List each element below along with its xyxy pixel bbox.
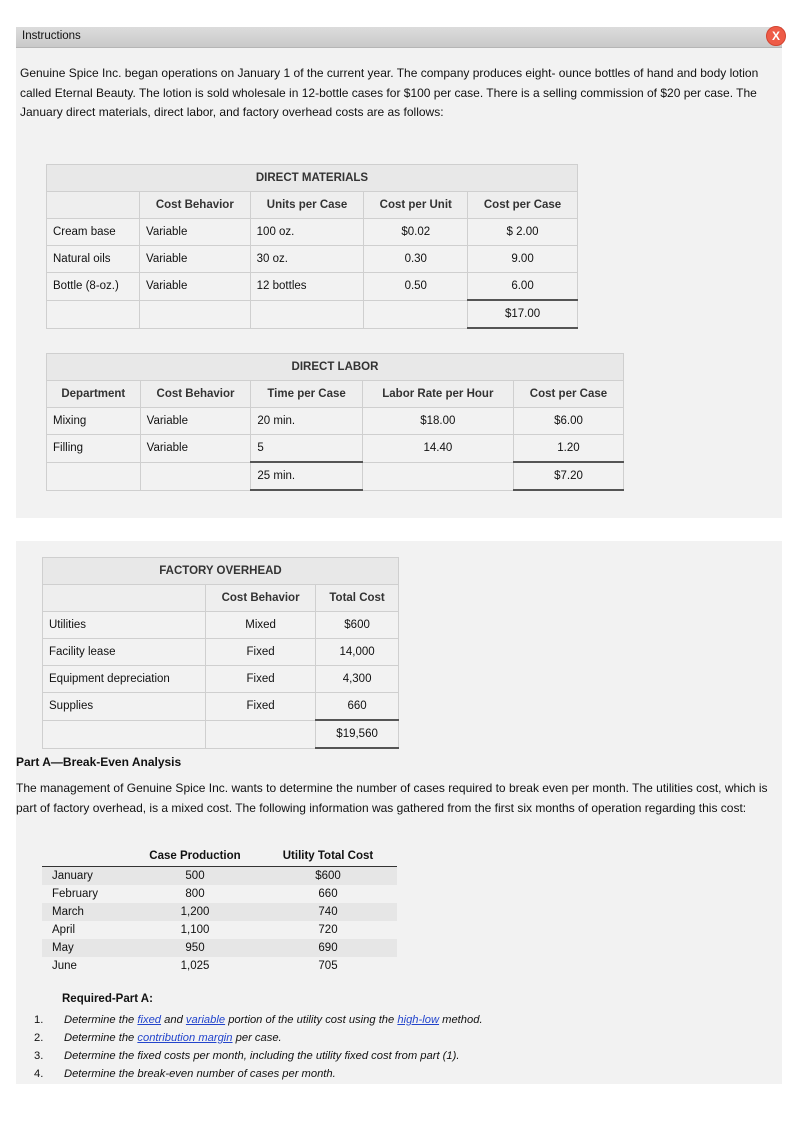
table-row — [42, 903, 397, 921]
column-header: Cost Behavior — [140, 381, 251, 408]
table-row — [43, 666, 399, 693]
table-row — [42, 939, 397, 957]
table-cell: 705 — [318, 960, 338, 972]
table-caption: DIRECT MATERIALS — [47, 165, 578, 192]
instructions-panel-top — [16, 48, 782, 518]
table-cell: 0.50 — [364, 273, 468, 301]
table-cell: 950 — [131, 939, 259, 957]
table-cell: 30 oz. — [250, 246, 364, 273]
part-a-paragraph: The management of Genuine Spice Inc. wants to determine the number of cases required to break even per month. The utilities cost, which is part of factory overhead, is a mixed cost. The following information was gathered from the first six months of operation regarding this cost: — [16, 781, 768, 815]
table-cell: $600 — [259, 867, 397, 886]
instructions-panel-bottom — [16, 541, 782, 1084]
table-cell: 14,000 — [316, 639, 399, 666]
table-cell: Mixed — [206, 612, 316, 639]
table-cell: 660 — [318, 888, 338, 900]
table-cell: Facility lease — [43, 639, 206, 666]
table-row-total — [47, 300, 578, 328]
list-item: 4. Determine the break-even number of cases per month. — [34, 1068, 336, 1080]
window-title: Instructions — [22, 30, 81, 42]
column-header: Department — [47, 381, 141, 408]
total-cell: $7.20 — [513, 462, 623, 490]
table-cell: 740 — [259, 903, 397, 921]
table-cell: Variable — [140, 219, 251, 246]
intro-paragraph: Genuine Spice Inc. began operations on January 1 of the current year. The company produces eight- ounce bottles of hand and body lotion called Eternal Beauty. The lotion is sold wholesale in 12-bottle cases for $100 per case. There is a selling commission of $20 per case. The January direct materials, direct labor, and factory overhead costs are as follows: — [20, 66, 759, 119]
table-cell: $6.00 — [513, 408, 623, 435]
table-caption: DIRECT LABOR — [47, 354, 624, 381]
table-cell: 690 — [259, 939, 397, 957]
table-cell: 500 — [131, 867, 259, 886]
table-cell: $18.00 — [362, 408, 513, 435]
column-header — [43, 585, 206, 612]
table-row-total — [43, 720, 399, 748]
table-cell: 660 — [316, 693, 399, 721]
table-cell: 4,300 — [316, 666, 399, 693]
table-cell: Fixed — [206, 639, 316, 666]
table-cell: June — [52, 960, 77, 972]
column-header: Labor Rate per Hour — [362, 381, 513, 408]
factory-overhead-table — [42, 557, 399, 749]
table-cell: Cream base — [47, 219, 140, 246]
table-row — [43, 612, 399, 639]
required-list — [32, 1011, 483, 1083]
link-high-low[interactable]: high-low — [397, 1014, 440, 1026]
table-cell: 9.00 — [468, 246, 578, 273]
direct-labor-table — [46, 353, 624, 491]
table-cell: Supplies — [43, 693, 206, 721]
table-row — [42, 867, 397, 886]
table-cell: 20 min. — [251, 408, 362, 435]
table-cell: Fixed — [206, 693, 316, 721]
table-row — [42, 885, 397, 903]
total-cell: $19,560 — [316, 720, 399, 748]
table-cell: February — [52, 888, 99, 900]
table-cell: 100 oz. — [250, 219, 364, 246]
list-item: 3. Determine the fixed costs per month, including the utility fixed cost from part (1). — [34, 1050, 460, 1062]
link-variable[interactable]: variable — [185, 1014, 226, 1026]
table-cell: March — [42, 903, 131, 921]
table-cell: 0.30 — [364, 246, 468, 273]
column-header: Cost per Case — [468, 192, 578, 219]
column-header: Time per Case — [251, 381, 362, 408]
table-cell: Equipment depreciation — [43, 666, 206, 693]
column-header: Cost Behavior — [206, 585, 316, 612]
table-cell: Mixing — [47, 408, 141, 435]
column-header — [42, 846, 131, 867]
table-cell: Bottle (8-oz.) — [47, 273, 140, 301]
column-header: Cost per Case — [513, 381, 623, 408]
table-row — [47, 219, 578, 246]
list-item: 2. Determine the contribution margin per case. — [34, 1032, 282, 1044]
column-header — [47, 192, 140, 219]
table-cell: 1,025 — [180, 960, 210, 972]
table-cell: 12 bottles — [250, 273, 364, 301]
table-cell: May — [42, 939, 131, 957]
table-row — [47, 408, 624, 435]
column-header: Case Production — [131, 846, 259, 867]
utility-cost-table — [42, 846, 397, 975]
table-cell: Natural oils — [47, 246, 140, 273]
table-cell: 1,200 — [131, 903, 259, 921]
table-cell: Variable — [140, 273, 251, 301]
column-header: Cost per Unit — [364, 192, 468, 219]
table-row — [47, 273, 578, 301]
table-cell: $600 — [316, 612, 399, 639]
table-cell: $0.02 — [364, 219, 468, 246]
part-a-heading: Part A—Break-Even Analysis — [16, 755, 182, 769]
table-cell: 1,100 — [180, 924, 210, 936]
table-cell: 5 — [251, 435, 362, 463]
table-row — [42, 957, 397, 975]
table-row — [47, 246, 578, 273]
table-cell: 720 — [318, 924, 338, 936]
link-contribution-margin[interactable]: contribution margin — [137, 1032, 233, 1044]
link-fixed[interactable]: fixed — [137, 1014, 162, 1026]
table-row — [43, 639, 399, 666]
column-header: Units per Case — [250, 192, 364, 219]
column-header: Cost Behavior — [140, 192, 251, 219]
table-cell: April — [52, 924, 76, 936]
table-cell: Variable — [140, 246, 251, 273]
column-header: Utility Total Cost — [259, 846, 397, 867]
total-cell: $17.00 — [468, 300, 578, 328]
list-item: 1. Determine the fixed and variable portion of the utility cost using the high-low method. — [34, 1014, 483, 1026]
table-cell: Filling — [47, 435, 141, 463]
table-cell: Fixed — [206, 666, 316, 693]
table-caption: FACTORY OVERHEAD — [43, 558, 399, 585]
table-cell: 1.20 — [513, 435, 623, 463]
table-row-total — [47, 462, 624, 490]
table-cell: $ 2.00 — [468, 219, 578, 246]
table-row — [43, 693, 399, 721]
direct-materials-table — [46, 164, 578, 329]
table-row — [47, 435, 624, 463]
table-cell: 6.00 — [468, 273, 578, 301]
table-cell: 800 — [185, 888, 205, 900]
table-cell: Variable — [140, 435, 251, 463]
table-cell: January — [42, 867, 131, 886]
table-cell: Variable — [140, 408, 251, 435]
table-cell: Utilities — [43, 612, 206, 639]
table-cell: 14.40 — [362, 435, 513, 463]
table-row — [42, 921, 397, 939]
column-header: Total Cost — [316, 585, 399, 612]
required-heading: Required-Part A: — [62, 993, 153, 1005]
total-cell: 25 min. — [251, 462, 362, 490]
window-titlebar — [16, 27, 782, 48]
close-icon[interactable]: X — [766, 26, 786, 46]
